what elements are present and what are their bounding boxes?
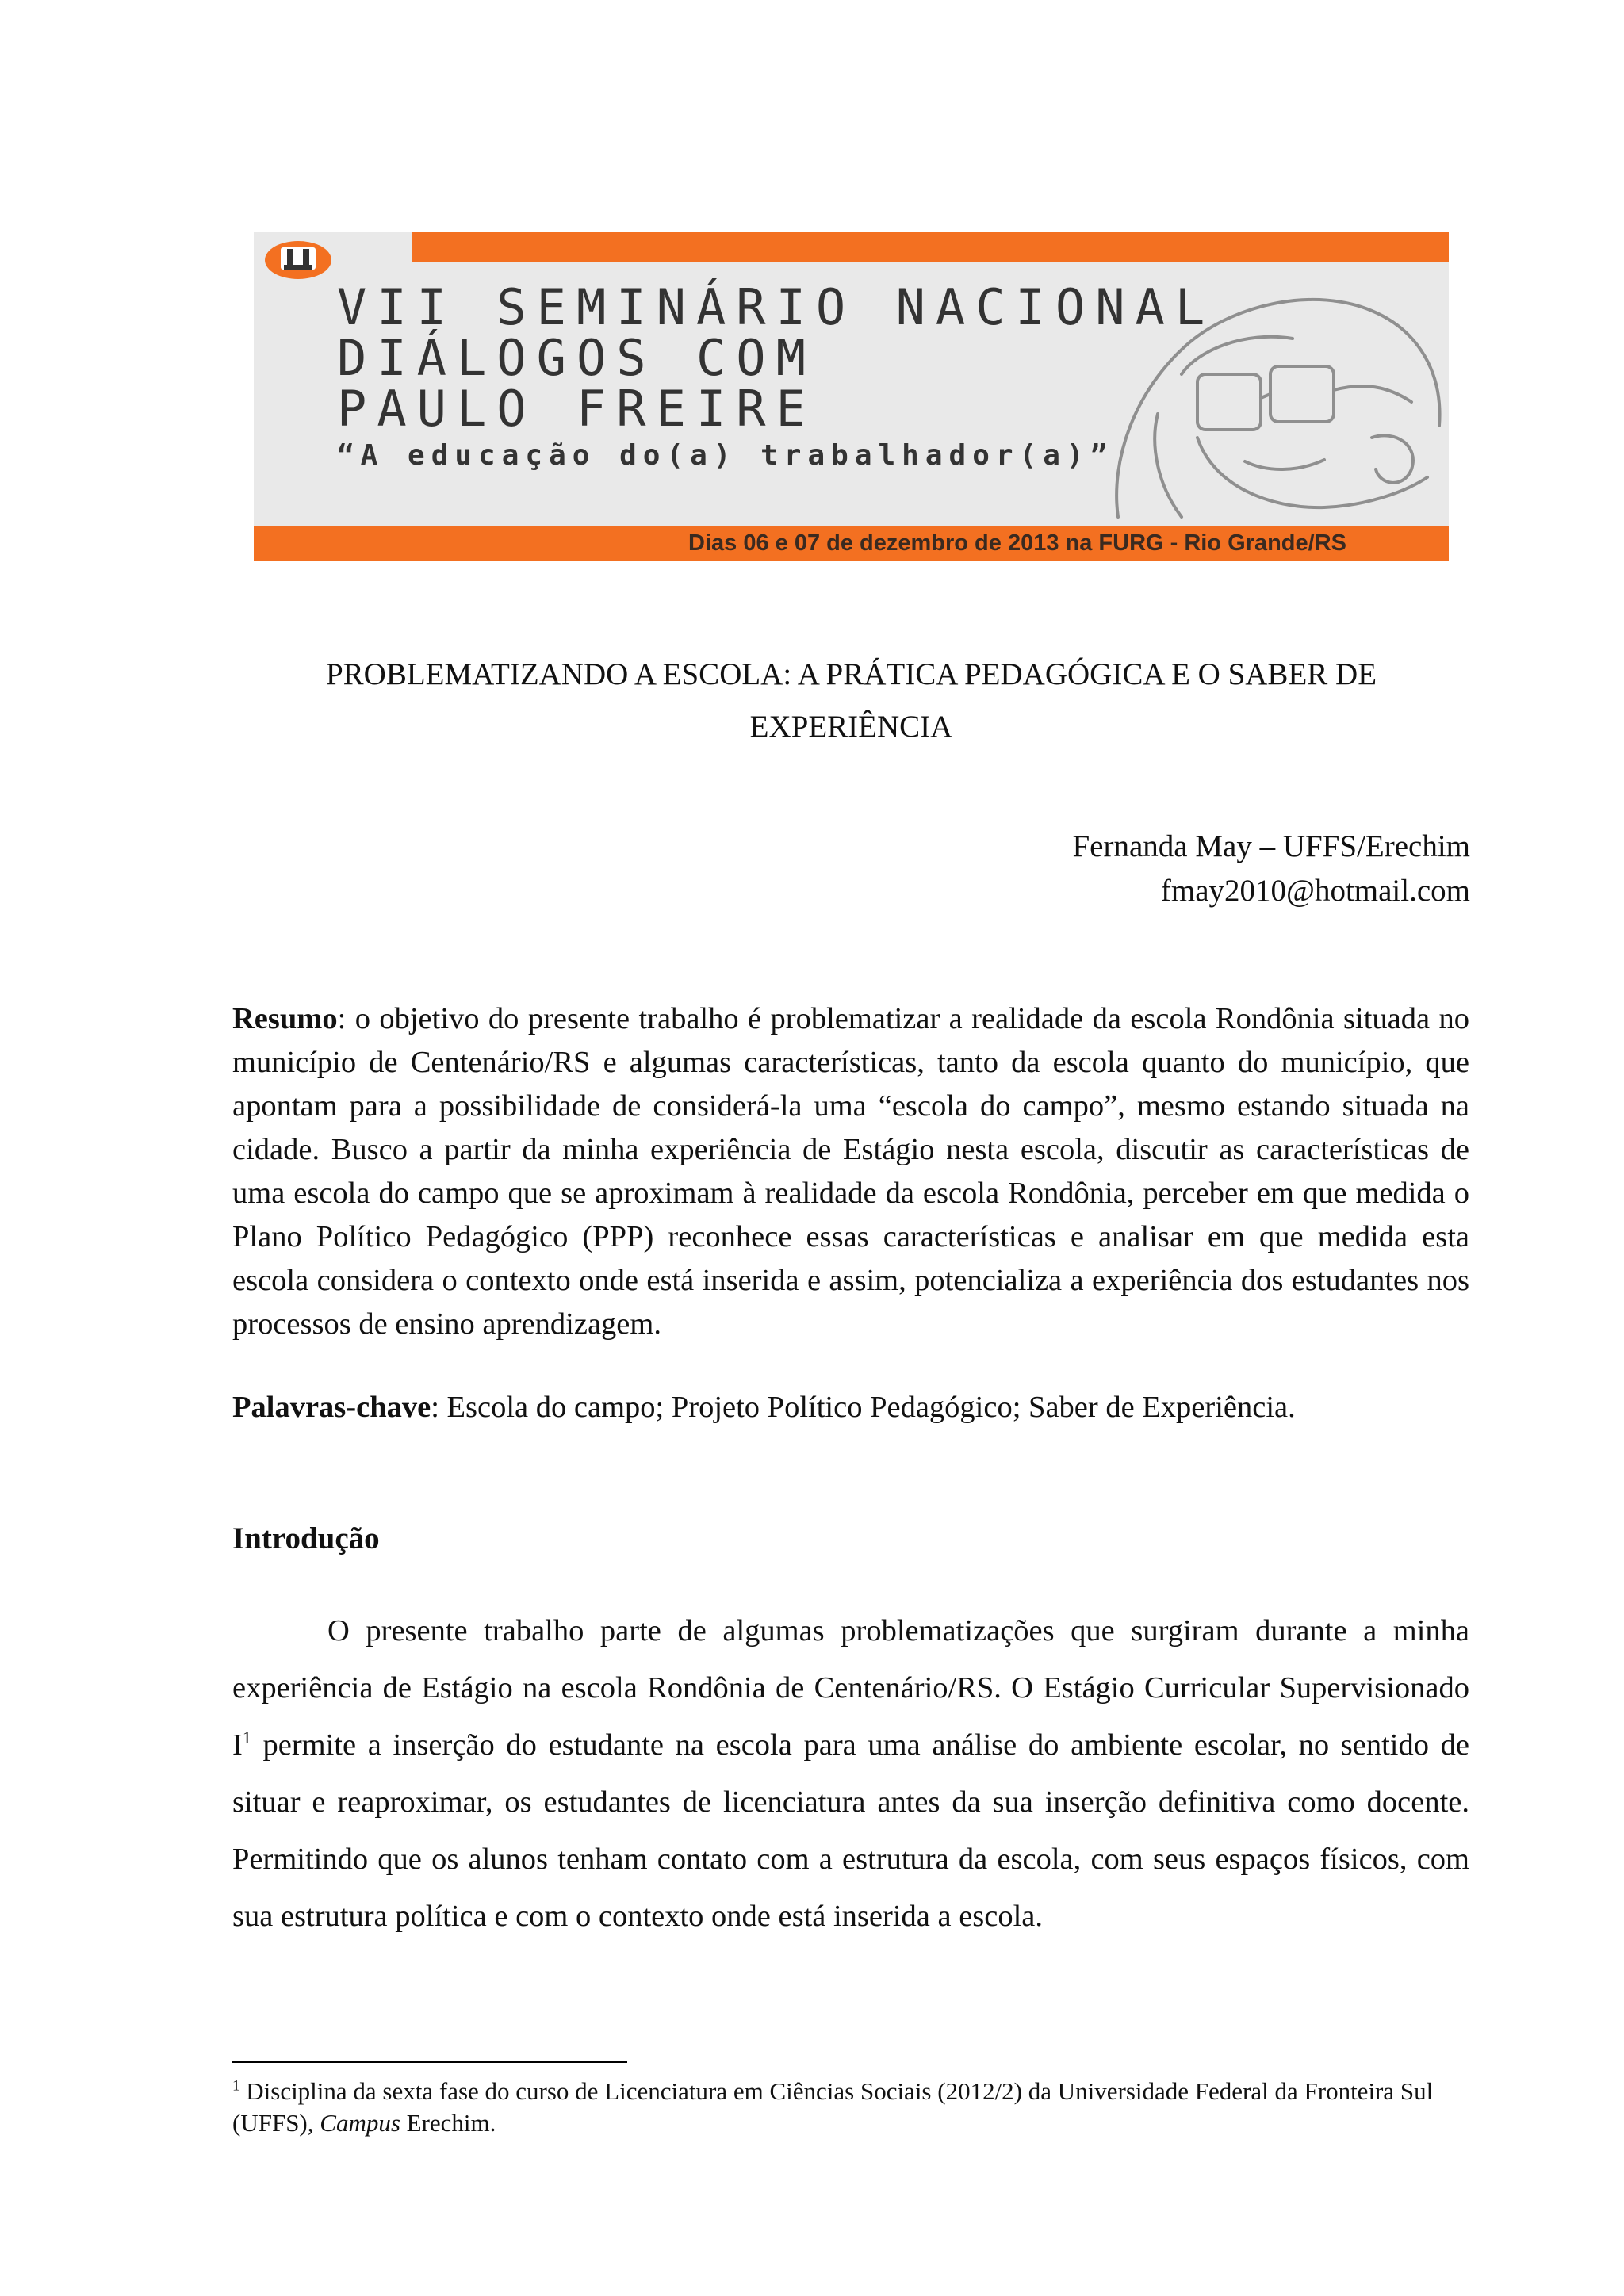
footnote-divider (232, 2061, 627, 2063)
paulo-freire-sketch (1086, 255, 1449, 525)
footnote-text-part-1: Disciplina da sexta fase do curso de Licenciatura em Ciências Sociais (2012/2) da Universidade Federal da Fronteira Sul (UFFS), (232, 2077, 1434, 2137)
banner-date-stripe (254, 526, 1449, 561)
keywords-text: : Escola do campo; Projeto Político Pedagógico; Saber de Experiência. (431, 1391, 1296, 1424)
footnote-reference: 1 (242, 1728, 251, 1748)
seminar-logo-icon (263, 238, 333, 282)
abstract (232, 997, 1469, 1346)
banner-title-line-3: PAULO FREIRE (337, 380, 816, 438)
intro-text-part-1: O presente trabalho parte de algumas problematizações que surgiram durante a minha experiência de Estágio na escola Rondônia de Centenário/RS. O Estágio Curricular Supervisionado I (232, 1614, 1469, 1762)
author-block (1072, 825, 1470, 913)
introduction-paragraph (232, 1602, 1469, 1945)
banner-subtitle: “A educação do(a) trabalhador(a)” (337, 439, 1114, 472)
keywords (232, 1386, 1469, 1429)
abstract-label: Resumo (232, 1002, 338, 1035)
banner-title-line-2: DIÁLOGOS COM (337, 329, 816, 387)
section-heading-introduction: Introdução (232, 1521, 380, 1556)
footnote-number: 1 (232, 2077, 240, 2095)
banner-title (337, 278, 1216, 438)
seminar-banner (254, 232, 1449, 561)
abstract-text: : o objetivo do presente trabalho é problematizar a realidade da escola Rondônia situada no município de Centenário/RS e algumas características, tanto da escola quanto do município, que apontam para a possibilidade de considerá-la uma “escola do campo”, mesmo estando situada na cidade. Busco a partir da minha experiência de Estágio nesta escola, discutir as características de uma escola do campo que se aproximam à realidade da escola Rondônia, perceber em que medida o Plano Político Pedagógico (PPP) reconhece essas características e analisar em que medida esta escola considera o contexto onde está inserida e assim, potencializa a experiência dos estudantes nos processos de ensino aprendizagem. (232, 1002, 1469, 1341)
paper-title: PROBLEMATIZANDO A ESCOLA: A PRÁTICA PEDAGÓGICA E O SABER DE EXPERIÊNCIA (325, 657, 1377, 744)
author-name: Fernanda May – UFFS/Erechim (1072, 829, 1470, 863)
author-email: fmay2010@hotmail.com (1160, 874, 1470, 908)
intro-text-part-2: permite a inserção do estudante na escola para uma análise do ambiente escolar, no sentido de situar e reaproximar, os estudantes de licenciatura antes da sua inserção definitiva como docente. Permitindo que os alunos tenham contato com a estrutura da escola, com seus espaços físicos, com sua estrutura política e com o contexto onde está inserida a escola. (232, 1728, 1469, 1933)
footnote-italic: Campus (320, 2109, 400, 2137)
banner-title-line-1: VII SEMINÁRIO NACIONAL (337, 278, 1216, 336)
keywords-label: Palavras-chave (232, 1391, 431, 1424)
footnote (232, 2076, 1469, 2139)
banner-date: Dias 06 e 07 de dezembro de 2013 na FURG - Rio Grande/RS (688, 530, 1346, 556)
footnote-text-part-2: Erechim. (400, 2109, 496, 2137)
